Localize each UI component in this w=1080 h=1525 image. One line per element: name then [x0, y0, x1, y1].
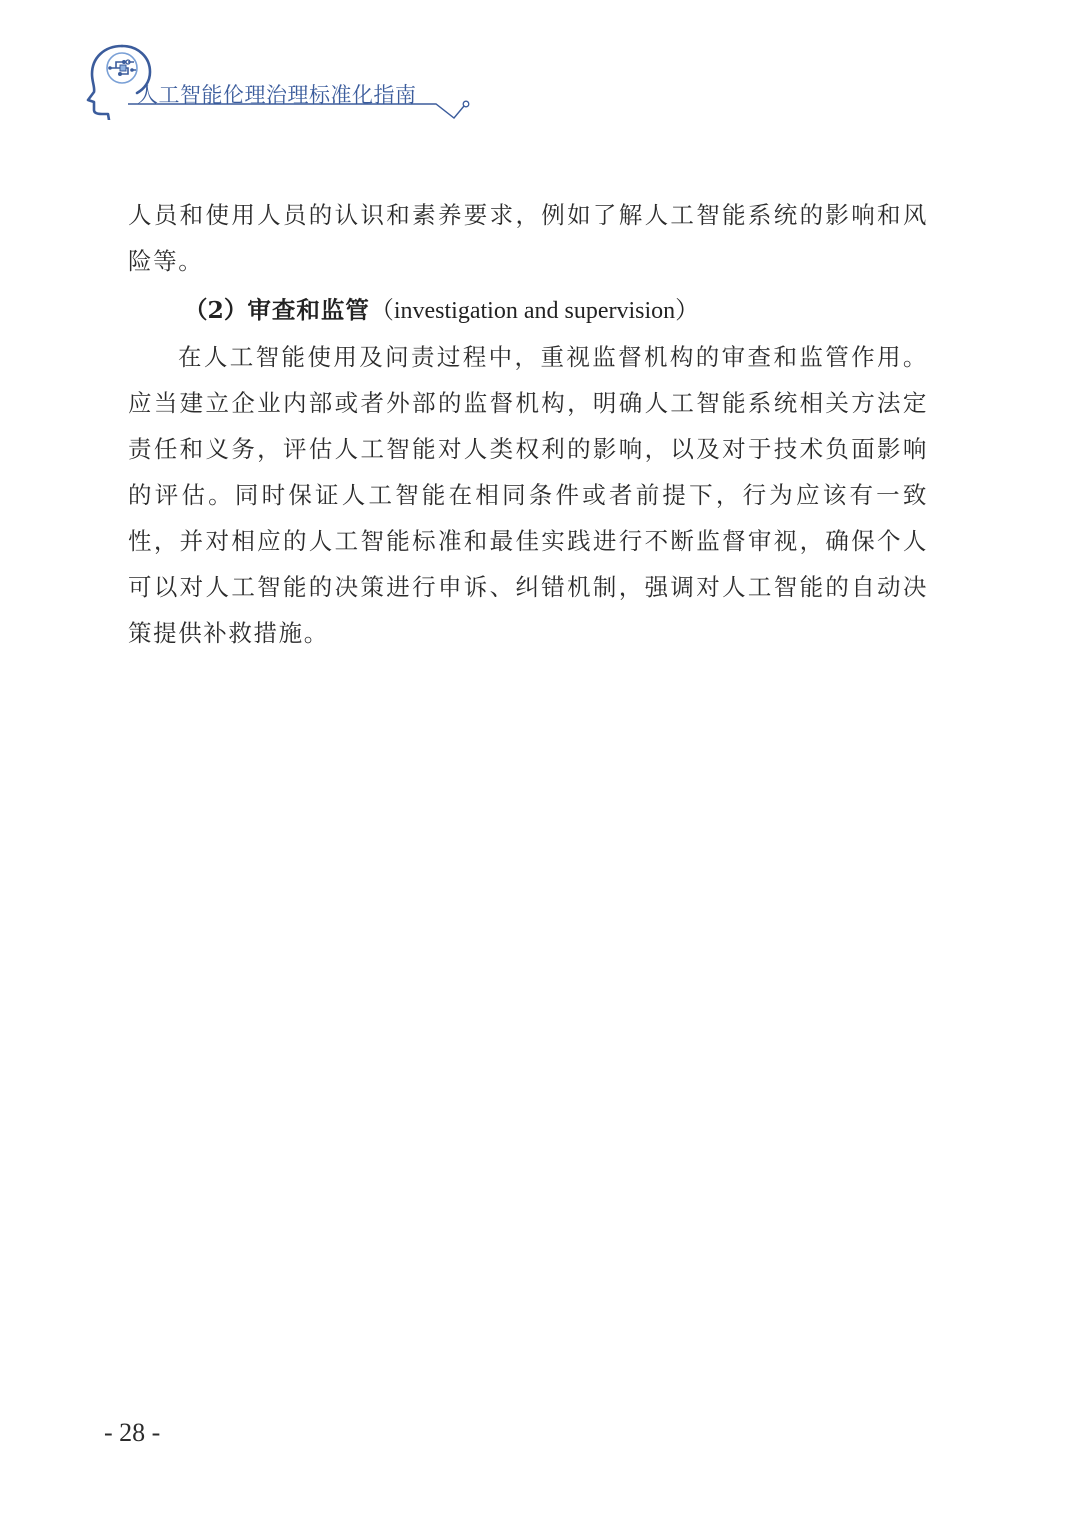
paragraph-continuation: 人员和使用人员的认识和素养要求，例如了解人工智能系统的影响和风险等。	[128, 201, 928, 275]
section-heading-title-cn: 审查和监管	[247, 296, 370, 324]
page-number: - 28 -	[104, 1418, 161, 1447]
page-body	[128, 192, 928, 656]
section-heading-number: （2）	[184, 296, 248, 324]
section-heading	[128, 287, 928, 334]
page-header	[0, 0, 1080, 140]
header-title: 人工智能伦理治理标准化指南	[137, 83, 417, 107]
section-heading-title-en: （investigation and supervision）	[369, 298, 700, 324]
paragraph-body: 在人工智能使用及问责过程中，重视监督机构的审查和监管作用。应当建立企业内部或者外部的监督机构，明确人工智能系统相关方法定责任和义务，评估人工智能对人类权利的影响，以及对于技术负面影响的评估。同时保证人工智能在相同条件或者前提下，行为应该有一致性，并对相应的人工智能标准和最佳实践进行不断监督审视，确保个人可以对人工智能的决策进行申诉、纠错机制，强调对人工智能的自动决策提供补救措施。	[128, 343, 928, 647]
header-underline	[128, 98, 473, 122]
